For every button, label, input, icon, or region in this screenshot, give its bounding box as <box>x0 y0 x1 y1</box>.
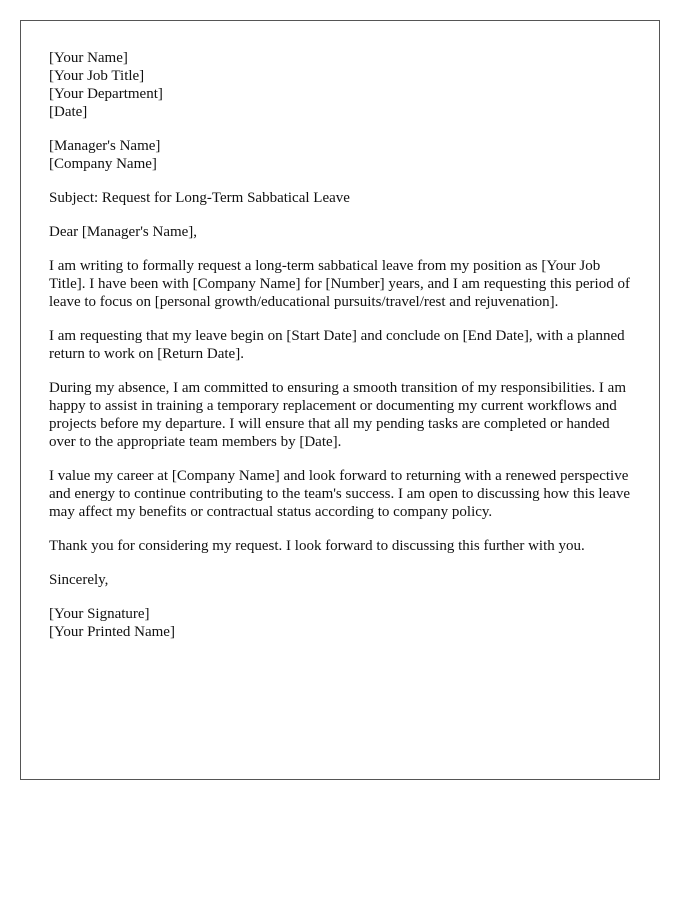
salutation: Dear [Manager's Name], <box>49 224 198 240</box>
body-paragraph-thanks: Thank you for considering my request. I look forward to discussing this further with you. <box>49 538 585 554</box>
signature-line: [Your Signature] <box>49 606 150 622</box>
body-paragraph-transition: During my absence, I am committed to ensuring a smooth transition of my responsibilities. I am happy to assist in training a temporary replacement or documenting my current workflows and projects before my departure. I will ensure that all my pending tasks are completed or handed over to the appropriate team members by [Date]. <box>49 380 626 450</box>
recipient-company-name: [Company Name] <box>49 156 157 172</box>
body-paragraph-request: I am writing to formally request a long-term sabbatical leave from my position as [Your Job Title]. I have been with [Company Name] for [Number] years, and I am requesting this period of leave to focus on [personal growth/educational pursuits/travel/rest and rejuvenation]. <box>49 258 630 310</box>
sender-block <box>49 49 639 121</box>
letter-page <box>20 20 660 780</box>
recipient-manager-name: [Manager's Name] <box>49 138 161 154</box>
sender-name: [Your Name] <box>49 50 128 66</box>
letter-content <box>49 49 639 657</box>
sender-job-title: [Your Job Title] <box>49 68 145 84</box>
closing: Sincerely, <box>49 572 109 588</box>
letter-date: [Date] <box>49 104 88 120</box>
sender-department: [Your Department] <box>49 86 163 102</box>
printed-name: [Your Printed Name] <box>49 624 175 640</box>
body-paragraph-career: I value my career at [Company Name] and look forward to returning with a renewed perspective and energy to continue contributing to the team's success. I am open to discussing how this leave may affect my benefits or contractual status according to company policy. <box>49 468 631 520</box>
subject-line: Subject: Request for Long-Term Sabbatical Leave <box>49 190 350 206</box>
recipient-block <box>49 137 639 173</box>
body-paragraph-dates: I am requesting that my leave begin on [Start Date] and conclude on [End Date], with a planned return to work on [Return Date]. <box>49 328 625 362</box>
signature-block <box>49 605 639 641</box>
